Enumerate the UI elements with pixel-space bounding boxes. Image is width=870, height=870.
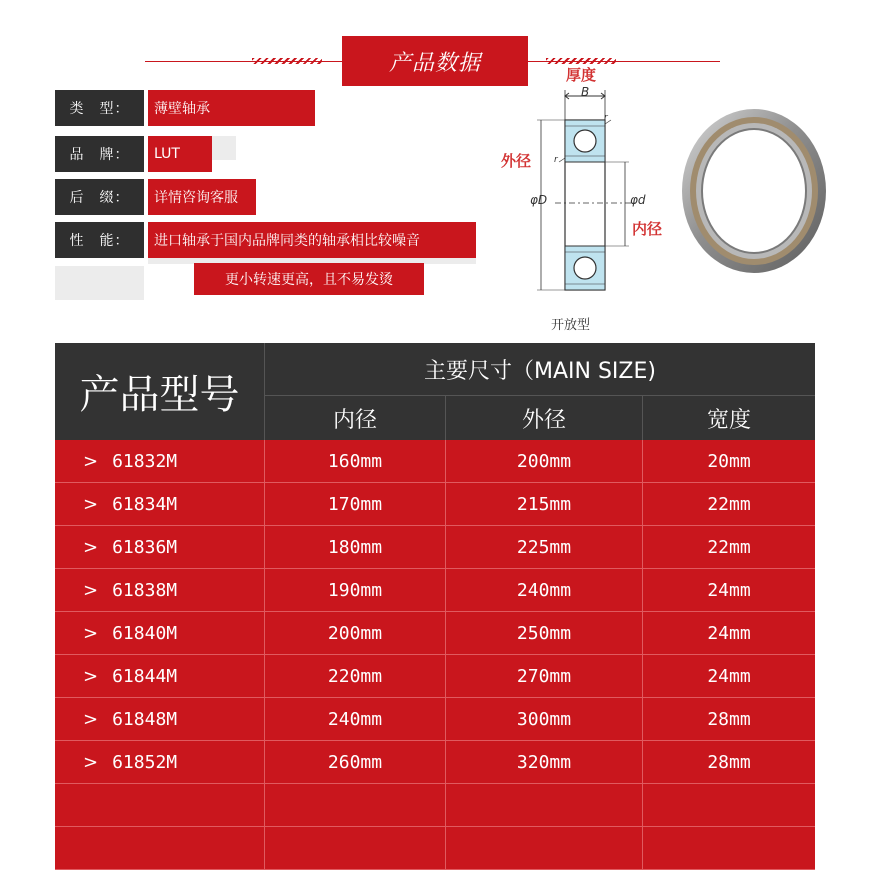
cell-model [55,827,264,870]
cell-outer-diameter [446,784,642,827]
row-divider [642,569,643,612]
table-row[interactable] [55,483,815,526]
cell-width: 22mm [707,494,751,515]
cell-model [55,526,264,569]
header-width: 宽度 [706,407,751,433]
header-model: 产品型号 [79,372,240,418]
row-divider [264,741,265,784]
diagram-D-symbol: φD [530,193,548,207]
row-divider [264,440,265,483]
row-divider [264,827,265,870]
chevron-right-icon: > [83,451,99,472]
row-divider [642,612,643,655]
cell-inner-diameter [265,784,445,827]
row-divider [642,827,643,870]
table-row[interactable] [55,784,815,827]
row-divider [642,784,643,827]
cell-model [55,698,264,741]
info-label-suffix: 后 缀： [55,179,144,215]
row-divider [264,569,265,612]
model-number: 61836M [112,537,178,558]
model-number: 61848M [112,709,178,730]
info-label-brand: 品 牌： [55,136,144,172]
cell-model [55,440,264,483]
cell-outer-diameter [446,827,642,870]
model-number: 61832M [112,451,178,472]
cell-inner-diameter: 180mm [327,537,383,558]
chevron-right-icon: > [83,752,99,773]
table-row[interactable] [55,526,815,569]
row-divider [642,526,643,569]
table-row[interactable] [55,440,815,483]
model-number: 61834M [112,494,178,515]
diagram-r-symbol-1: r [604,113,608,123]
row-divider [445,741,446,784]
cell-outer-diameter: 215mm [516,494,572,515]
table-row[interactable] [55,827,815,870]
cell-width [643,784,815,827]
diagram-r-symbol-2: r [554,155,558,165]
chevron-right-icon: > [83,494,99,515]
header-main-size: 主要尺寸（MAIN SIZE) [424,358,656,384]
cell-width: 22mm [707,537,751,558]
cell-inner-diameter: 160mm [327,451,383,472]
table-row[interactable] [55,569,815,612]
diagram-thickness-label: 厚度 [566,66,597,84]
table-header [55,343,815,440]
row-divider [264,655,265,698]
cell-model [55,741,264,784]
info-label-type: 类 型： [55,90,144,126]
cell-outer-diameter: 320mm [516,752,572,773]
row-divider [264,784,265,827]
info-value-suffix: 详情咨询客服 [148,179,256,215]
chevron-right-icon: > [83,666,99,687]
cell-model [55,612,264,655]
cell-model [55,655,264,698]
cell-model [55,784,264,827]
cell-model [55,569,264,612]
cell-width: 20mm [707,451,751,472]
cell-inner-diameter: 190mm [327,580,383,601]
cell-outer-diameter: 300mm [516,709,572,730]
cell-outer-diameter: 270mm [516,666,572,687]
info-value-performance: 进口轴承于国内品牌同类的轴承相比较噪音 [148,222,476,258]
row-divider [445,526,446,569]
model-number: 61844M [112,666,178,687]
diagram-b-symbol: B [581,85,590,99]
row-divider [445,698,446,741]
row-divider [445,612,446,655]
chevron-right-icon: > [83,623,99,644]
row-divider [264,612,265,655]
row-divider [264,526,265,569]
row-divider [445,655,446,698]
chevron-right-icon: > [83,580,99,601]
chevron-right-icon: > [83,537,99,558]
cell-width: 24mm [707,666,751,687]
header-outer: 外径 [521,407,566,433]
row-divider [264,483,265,526]
row-divider [642,698,643,741]
row-divider [642,483,643,526]
row-divider [445,784,446,827]
cell-width [643,827,815,870]
cell-outer-diameter: 250mm [516,623,572,644]
bearing-diagram [525,60,680,300]
row-divider [642,655,643,698]
row-divider [445,440,446,483]
model-number: 61840M [112,623,178,644]
cell-inner-diameter: 200mm [327,623,383,644]
diagram-caption: 开放型 [551,318,591,333]
row-divider [642,440,643,483]
row-divider [264,698,265,741]
cell-inner-diameter: 170mm [327,494,383,515]
diagram-d-symbol: φd [630,193,646,207]
table-row[interactable] [55,612,815,655]
row-divider [445,827,446,870]
cell-outer-diameter: 200mm [516,451,572,472]
diagram-outer-label: 外径 [501,152,532,170]
cell-inner-diameter: 240mm [327,709,383,730]
cell-width: 28mm [707,752,751,773]
header-hatch-left [252,58,322,64]
table-row[interactable] [55,698,815,741]
cell-width: 24mm [707,623,751,644]
chevron-right-icon: > [83,709,99,730]
table-row[interactable] [55,741,815,784]
diagram-inner-label: 内径 [632,220,663,238]
row-divider [445,483,446,526]
cell-width: 28mm [707,709,751,730]
row-divider [642,741,643,784]
section-title: 产品数据 [342,36,528,86]
cell-inner-diameter: 260mm [327,752,383,773]
table-row[interactable] [55,655,815,698]
info-value-performance-cont: 更小转速更高，且不易发烫 [194,263,424,295]
row-divider [445,569,446,612]
info-value-brand: LUT [148,136,212,172]
cell-width: 24mm [707,580,751,601]
header-inner: 内径 [332,407,377,433]
info-brand-ghost [212,136,236,160]
info-label-empty [55,266,144,300]
info-value-type: 薄壁轴承 [148,90,315,126]
cell-outer-diameter: 225mm [516,537,572,558]
cell-outer-diameter: 240mm [516,580,572,601]
cell-inner-diameter [265,827,445,870]
bearing-photo [678,103,828,275]
info-label-performance: 性 能： [55,222,144,258]
cell-inner-diameter: 220mm [327,666,383,687]
cell-model [55,483,264,526]
model-number: 61852M [112,752,178,773]
model-number: 61838M [112,580,178,601]
